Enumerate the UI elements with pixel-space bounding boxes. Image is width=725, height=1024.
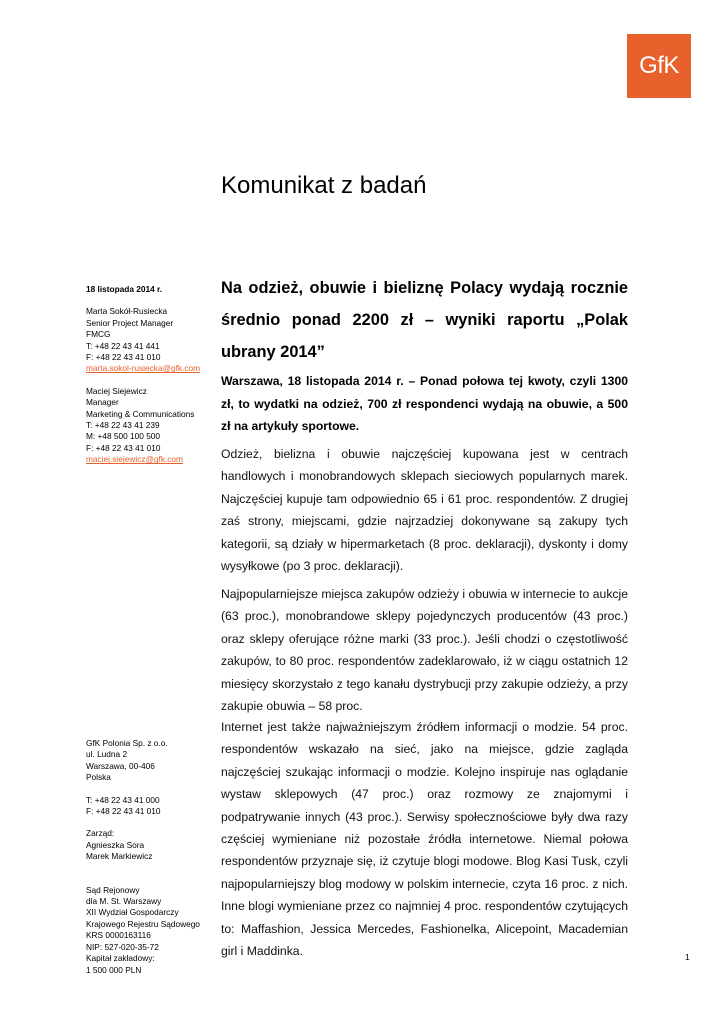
company-info xyxy=(86,738,216,976)
court-line: dla M. St. Warszawy xyxy=(86,896,162,907)
contact-marta xyxy=(86,306,211,374)
gfk-logo: GfK xyxy=(627,34,691,98)
article-paragraph: Najpopularniejsze miejsca zakupów odzieży i obuwia w internecie to aukcje (63 proc.), monobrandowe sklepy pojedynczych producentów (43 proc.) oraz sklepy oferujące różne marki (33 proc.). Jeśli chodzi o częstotliwość zakupów, to 80 proc. respondentów zadeklarowało, iż w ciągu ostatnich 12 miesięcy skorzystało z tego kanału dystrybucji przy zakupie odzieży, a przy zakupie obuwia – 58 proc. xyxy=(221,587,628,714)
court-line: Sąd Rejonowy xyxy=(86,884,140,895)
page-title: Komunikat z badań xyxy=(221,172,427,199)
contact-name: Maciej Siejewicz xyxy=(86,385,147,396)
contact-fax: F: +48 22 43 41 010 xyxy=(86,352,161,363)
court-line: Krajowego Rejestru Sądowego xyxy=(86,918,200,929)
contact-phone: T: +48 22 43 41 239 xyxy=(86,420,160,431)
contact-dept: FMCG xyxy=(86,329,111,340)
board-label: Zarząd: xyxy=(86,828,115,839)
contact-mobile: M: +48 500 100 500 xyxy=(86,431,161,442)
company-phone: T: +48 22 43 41 000 xyxy=(86,794,160,805)
contact-name: Marta Sokół-Rusiecka xyxy=(86,306,168,317)
court-line: XII Wydział Gospodarczy xyxy=(86,907,179,918)
contact-sidebar xyxy=(86,284,211,466)
company-fax: F: +48 22 43 41 010 xyxy=(86,806,161,817)
contact-dept: Marketing & Communications xyxy=(86,408,195,419)
nip-number: NIP: 527-020-35-72 xyxy=(86,941,159,952)
contact-fax: F: +48 22 43 41 010 xyxy=(86,442,161,453)
article-paragraph: Internet jest także najważniejszym źródłem informacji o modzie. 54 proc. respondentów wskazało na sieć, jako na miejsce, gdzie zagląda najczęściej szukając informacji o modzie. Kolejno inspiruje nas oglądanie wystaw sklepowych (47 proc.) oraz rozmowy ze znajomymi i podpatrywanie innych (43 proc.). Serwisy społecznościowe były dwa razy częściej wymieniane niż pozostałe źródła internetowe. Niemal połowa respondentów przyznaje się, iż czytuje blogi modowe. Blog Kasi Tusk, czyli najpopularniejszy blog modowy w polskim internecie, czyta 16 proc. z nich. Inne blogi wymieniane przez co najmniej 4 proc. respondentów czytujących to: Maffashion, Jessica Mercedes, Fashionelka, Alicepoint, Macademian girl i Maddinka. xyxy=(221,720,628,959)
article-headline: Na odzież, obuwie i bieliznę Polacy wydają rocznie średnio ponad 2200 zł – wyniki raportu „Polak ubrany 2014” xyxy=(221,279,628,361)
krs-number: KRS 0000163116 xyxy=(86,930,151,941)
article-paragraph: Odzież, bielizna i obuwie najczęściej kupowana jest w centrach handlowych i monobrandowych sklepach sieciowych popularnych marek. Najczęściej kupuje tam odpowiednio 65 i 61 proc. respondentów. Z drugiej zaś strony, miejscami, gdzie najrzadziej dokonywane są zakupy tych kategorii, są działy w hipermarketach (8 proc. deklaracji), dyskonty i domy wysyłkowe (po 3 proc. deklaracji). xyxy=(221,447,628,574)
company-street: ul. Ludna 2 xyxy=(86,749,128,760)
contact-email-link[interactable]: maciej.siejewicz@gfk.com xyxy=(86,454,183,465)
company-country: Polska xyxy=(86,772,111,783)
capital-label: Kapitał zakładowy: xyxy=(86,953,155,964)
article-lead: Warszawa, 18 listopada 2014 r. – Ponad połowa tej kwoty, czyli 1300 zł, to wydatki na odzież, 700 zł respondenci wydają na obuwie, a 500 zł na artykuły sportowe. xyxy=(221,374,628,433)
page-number: 1 xyxy=(685,952,690,962)
contact-role: Senior Project Manager xyxy=(86,317,174,328)
board-member: Agnieszka Sora xyxy=(86,839,145,850)
release-date: 18 listopada 2014 r. xyxy=(86,284,163,294)
board-member: Marek Markiewicz xyxy=(86,851,153,862)
contact-email-link[interactable]: marta.sokol-rusiecka@gfk.com xyxy=(86,363,201,374)
company-city: Warszawa, 00-406 xyxy=(86,760,155,771)
contact-role: Manager xyxy=(86,397,119,408)
contact-maciej xyxy=(86,386,211,466)
contact-phone: T: +48 22 43 41 441 xyxy=(86,340,160,351)
capital-value: 1 500 000 PLN xyxy=(86,964,142,975)
company-name: GfK Polonia Sp. z o.o. xyxy=(86,738,168,748)
